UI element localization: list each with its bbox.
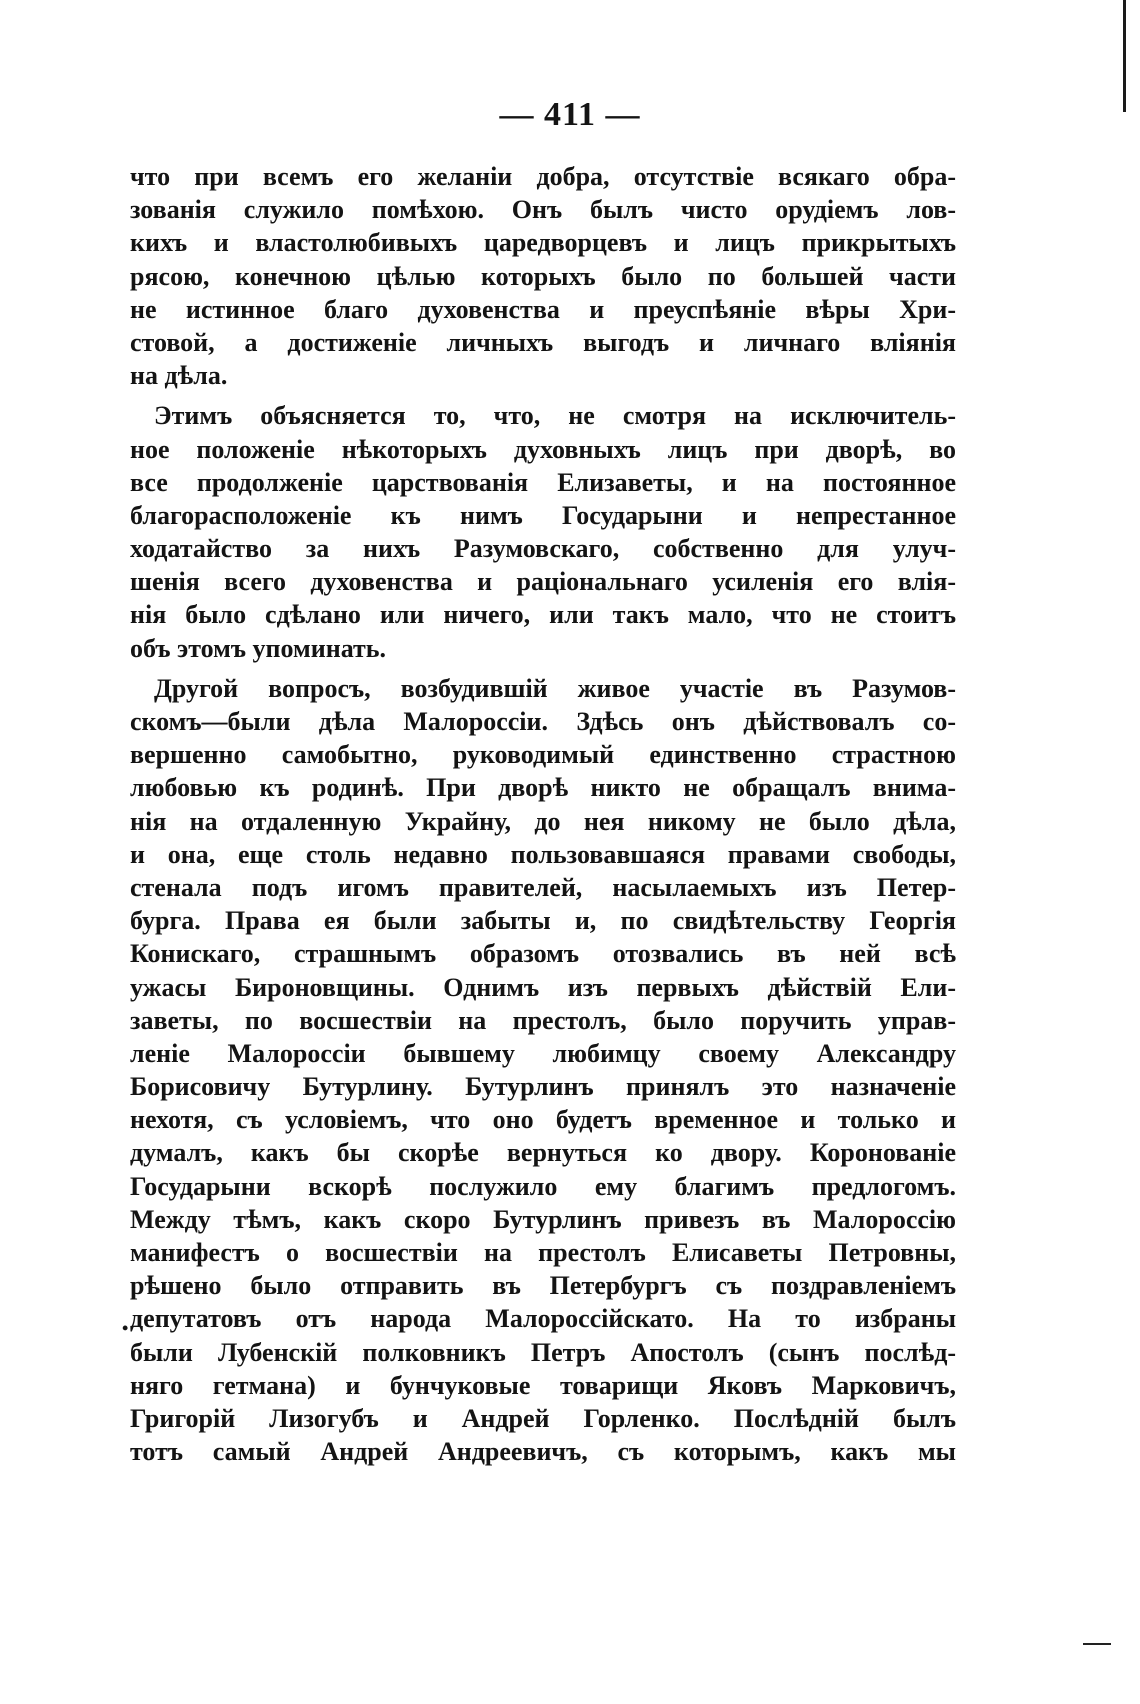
text-line: скомъ—были дѣла Малороссіи. Здѣсь онъ дѣйствовалъ со- [130, 707, 956, 736]
text-line: стенала подъ игомъ правителей, насылаемыхъ изъ Петер- [130, 872, 956, 902]
text-line: Борисовичу Бутурлину. Бутурлинъ принялъ это назначеніе [130, 1072, 956, 1102]
text-line: Григорій Лизогубъ и Андрей Горленко. Послѣдній былъ [130, 1403, 956, 1433]
text-line: вершенно самобытно, руководимый единственно страстною [130, 740, 956, 770]
text-line: думалъ, какъ бы скорѣе вернуться ко двору. Коронованіе [130, 1138, 956, 1168]
text-line: любовью къ родинѣ. При дворѣ никто не обращалъ внима- [130, 773, 956, 803]
text-line: шенія всего духовенства и раціональнаго усиленія его влія- [130, 567, 956, 597]
margin-mark: • [122, 1318, 129, 1338]
text-line: благорасположеніе къ нимъ Государыни и непрестанное [130, 500, 956, 530]
text-line: ужасы Бироновщины. Однимъ изъ первыхъ дѣйствій Ели- [130, 972, 956, 1002]
text-line: Этимъ объясняется то, что, не смотря на исключитель- [154, 401, 956, 431]
text-line: няго гетмана) и бунчуковые товарищи Яковъ Марковичъ, [130, 1370, 956, 1400]
paragraph-1 [130, 160, 956, 392]
text-line: кихъ и властолюбивыхъ царедворцевъ и лицъ прикрытыхъ [130, 228, 956, 258]
text-line: рѣшено было отправить въ Петербургъ съ поздравленіемъ [130, 1271, 956, 1301]
page-number: — 411 — [499, 96, 641, 133]
scan-mark [1083, 1643, 1111, 1645]
text-line: и она, еще столь недавно пользовавшаяся правами свободы, [130, 839, 956, 869]
text-line: были Лубенскій полковникъ Петръ Апостолъ (сынъ послѣд- [130, 1337, 956, 1367]
text-line: не истинное благо духовенства и преуспѣяніе вѣры Хри- [130, 294, 956, 324]
text-line: ходатайство за нихъ Разумовскаго, собственно для улуч- [130, 534, 956, 564]
text-line: объ этомъ упоминать. [130, 633, 387, 663]
text-line: все продолженіе царствованія Елизаветы, и на постоянное [130, 467, 956, 497]
paragraph-2 [130, 399, 956, 665]
text-line: нія на отдаленную Украйну, до нея никому не было дѣла, [130, 806, 956, 836]
paragraph-3 [130, 672, 956, 1469]
text-line: Другой вопросъ, возбудившій живое участіе въ Разумов- [154, 673, 956, 703]
text-line: Государыни вскорѣ послужило ему благимъ предлогомъ. [130, 1171, 956, 1201]
page-text [130, 160, 956, 1468]
text-line: бурга. Права ея были забыты и, по свидѣтельству Георгія [130, 906, 956, 936]
text-line: стовой, а достиженіе личныхъ выгодъ и личнаго вліянія [130, 327, 956, 357]
text-line: ное положеніе нѣкоторыхъ духовныхъ лицъ при дворѣ, во [130, 434, 956, 464]
text-line: заветы, по восшествіи на престолъ, было поручить управ- [130, 1005, 956, 1035]
text-line: депутатовъ отъ народа Малороссійскато. На то избраны [130, 1304, 956, 1334]
text-line: нехотя, съ условіемъ, что оно будетъ временное и только и [130, 1105, 956, 1135]
text-line: леніе Малороссіи бывшему любимцу своему Александру [130, 1038, 956, 1068]
text-line: манифестъ о восшествіи на престолъ Елисаветы Петровны, [130, 1238, 956, 1267]
text-line: тотъ самый Андрей Андреевичъ, съ которымъ, какъ мы [130, 1437, 956, 1467]
text-line: Между тѣмъ, какъ скоро Бутурлинъ привезъ въ Малороссію [130, 1204, 956, 1234]
text-line: Конискаго, страшнымъ образомъ отозвались въ ней всѣ [130, 939, 956, 969]
text-line: зованія служило помѣхою. Онъ былъ чисто орудіемъ лов- [130, 195, 956, 225]
text-line: нія было сдѣлано или ничего, или такъ мало, что не стоитъ [130, 600, 956, 630]
text-line: на дѣла. [130, 361, 228, 391]
text-line: рясою, конечною цѣлью которыхъ было по большей части [130, 261, 956, 291]
text-line: что при всемъ его желаніи добра, отсутствіе всякаго обра- [130, 162, 956, 191]
